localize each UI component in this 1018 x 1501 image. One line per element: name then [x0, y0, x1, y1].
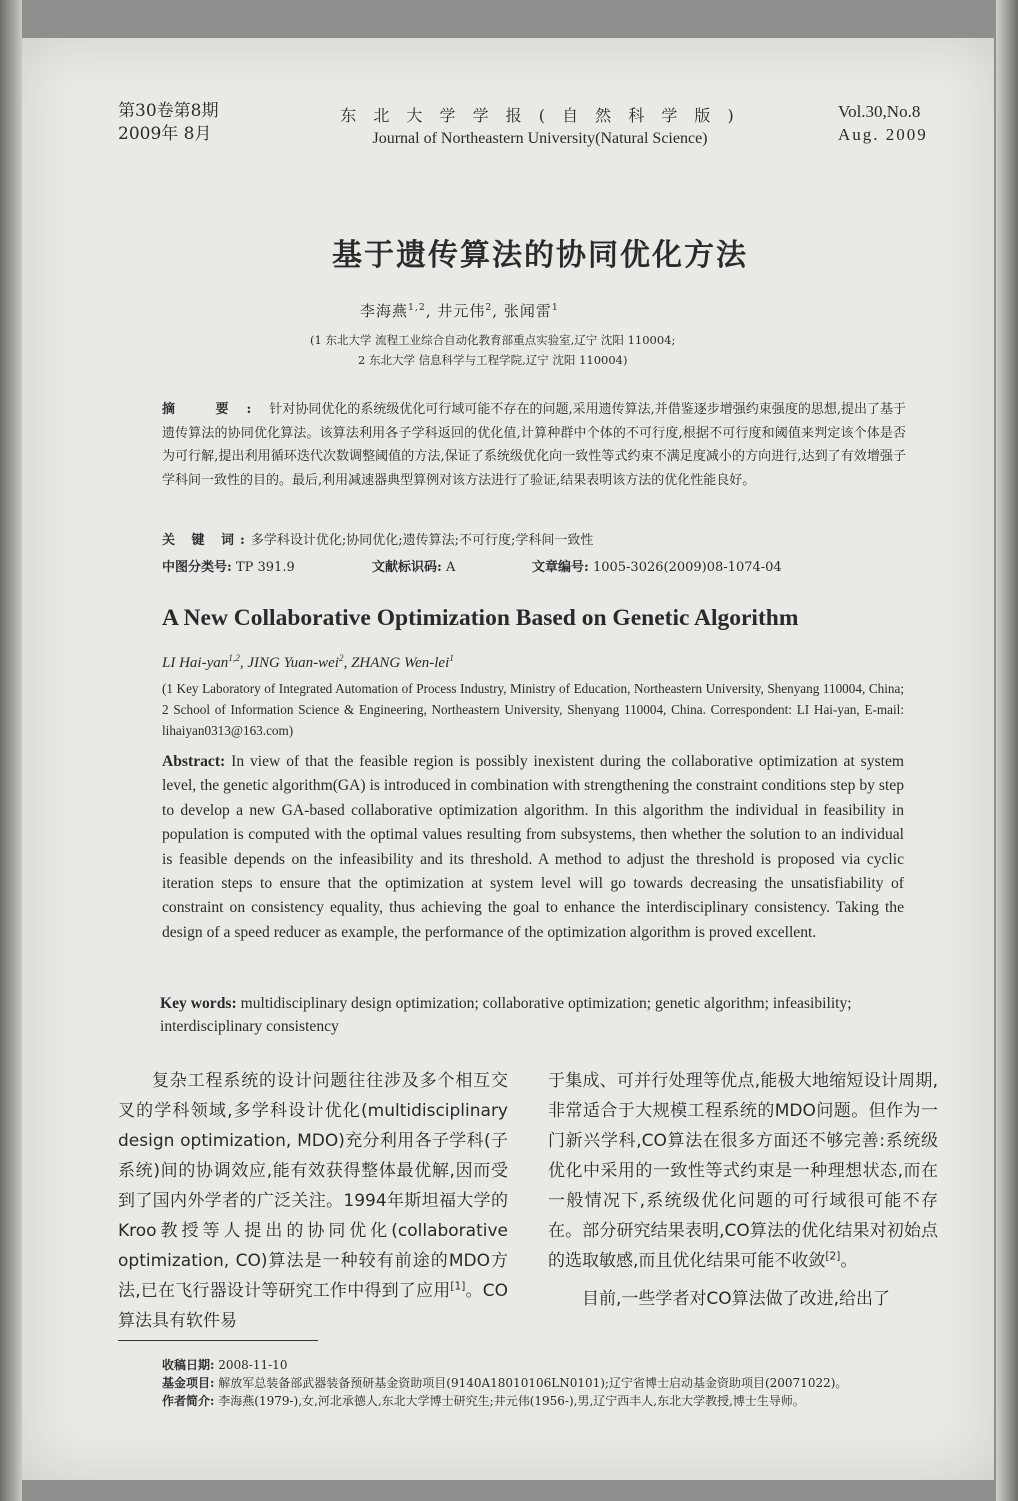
body-col1-text: 复杂工程系统的设计问题往往涉及多个相互交叉的学科领域,多学科设计优化(multidisciplinary design optimization, MDO)充分利用各子学科(子系统)间的协调效应,能有效获得整体最优解,因而受到了国内外学者的广泛关注。1994年斯坦福大学的Kroo教授等人提出的协同优化(collaborative optimization, CO)算法是一种较有前途的MDO方法,已在飞行器设计等研究工作中得到了应用 — [118, 1071, 508, 1301]
body-paragraph-2: 目前,一些学者对CO算法做了改进,给出了 — [582, 1289, 891, 1309]
keywords-en-text: multidisciplinary design optimization; collaborative optimization; genetic algorithm; infeasibility; interdisciplinary consistency — [160, 995, 852, 1035]
body-col2-text: 于集成、可并行处理等优点,能极大地缩短设计周期,非常适合于大规模工程系统的MDO问题。但作为一门新兴学科,CO算法在很多方面还不够完善:系统级优化中采用的一致性等式约束是一种理想状态,而在一般情况下,系统级优化问题的可行域很可能不存在。部分研究结果表明,CO算法的优化结果对初始点的选取敏感,而且优化结果可能不收敛 — [548, 1071, 938, 1271]
footnote-fund — [162, 1374, 952, 1392]
footnote-received — [162, 1356, 952, 1374]
header-volume-cn — [118, 100, 218, 146]
abstract-cn-label: 摘 要: — [162, 402, 270, 417]
article-title-cn: 基于遗传算法的协同优化方法 — [332, 238, 748, 273]
footnote-author — [162, 1392, 952, 1410]
affiliations-en: (1 Key Laboratory of Integrated Automation of Process Industry, Ministry of Education, Northeastern University, Shenyang 110004, China; 2 School of Information Science & Engineering, Northeastern University, Shenyang 110004, China. Correspondent: LI Hai-yan, E-mail: lihaiyan0313@163.com) — [162, 681, 904, 738]
citation-2: [2] — [825, 1250, 841, 1263]
volume-issue-en: Vol.30,No.8 — [838, 102, 921, 121]
article-no-label: 文章编号: — [532, 560, 589, 575]
abstract-en-text: In view of that the feasible region is possibly inexistent during the collaborative optimization at system level, the genetic algorithm(GA) is introduced in combination with strengthening the constraint conditions step by step to develop a new GA-based collaborative optimization algorithm. In this algorithm the individual in feasibility in population is computed with the optimal values resulting from subsystems, then whether the solution to an individual is feasible depends on the infeasibility and its threshold. A method to adjust the threshold is proposed via cyclic iteration steps to ensure that the optimization at system level will go towards decreasing the unsatisfiability of constraint on consistency equality, thus achieving the goal to enhance the interdisciplinary consistency. Taking the design of a speed reducer as example, the performance of the optimization algorithm is proved excellent. — [162, 753, 904, 941]
citation-1: [1] — [450, 1280, 466, 1293]
affiliations-cn — [310, 330, 830, 370]
author-2-en-sup: 2 — [338, 654, 344, 664]
author-1-en-sup: 1,2 — [228, 654, 240, 664]
author-bio-value: 李海燕(1979-),女,河北承德人,东北大学博士研究生;井元伟(1956-),男,辽宁西丰人,东北大学教授,博士生导师。 — [218, 1394, 805, 1408]
author-bio-label: 作者简介: — [162, 1394, 215, 1408]
volume-issue-cn: 第30卷第8期 — [118, 101, 219, 121]
body-col2-end: 。 — [840, 1251, 858, 1271]
author-1-en: LI Hai-yan — [162, 655, 229, 671]
date-cn: 2009年 8月 — [118, 124, 212, 144]
keywords-en-label: Key words: — [160, 995, 237, 1012]
authors-cn: 李海燕$^{1,2}$, 井元伟$^2$, 张闻雷$^1$ — [360, 302, 559, 320]
journal-name-cn: 东 北 大 学 学 报 ( 自 然 科 学 版 ) — [340, 106, 740, 125]
abstract-cn — [162, 398, 906, 492]
clc-label: 中图分类号: — [162, 560, 232, 575]
doc-code-label: 文献标识码: — [372, 560, 442, 575]
page-right-edge — [996, 0, 1018, 1501]
abstract-cn-text: 针对协同优化的系统级优化可行域可能不存在的问题,采用遗传算法,并借鉴逐步增强约束强度的思想,提出了基于遗传算法的协同优化算法。该算法利用各子学科返回的优化值,计算种群中个体的不可行度,根据不可行度和阈值来判定该个体是否为可行解,提出利用循环迭代次数调整阈值的方法,保证了系统级优化向一致性等式约束不满足度减小的方向进行,达到了有效增强子学科间一致性的目的。最后,利用减速器典型算例对该方法进行了验证,结果表明该方法的优化性能良好。 — [162, 402, 906, 488]
page-left-edge — [0, 0, 22, 1501]
abstract-en — [162, 750, 904, 945]
doc-code-value: A — [445, 560, 456, 575]
body-column-right — [548, 1066, 938, 1314]
author-3-cn: 张闻雷 — [503, 302, 552, 320]
affiliation-2-cn: 2 东北大学 信息科学与工程学院,辽宁 沈阳 110004) — [358, 353, 628, 367]
fund-label: 基金项目: — [162, 1376, 215, 1390]
keywords-cn — [162, 529, 593, 548]
body-paragraph-1-cont — [548, 1066, 938, 1276]
keywords-cn-text: 多学科设计优化;协同优化;遗传算法;不可行度;学科间一致性 — [250, 533, 594, 548]
body-col1-tail: 。CO算法具有软件易 — [118, 1281, 508, 1331]
received-value: 2008-11-10 — [218, 1358, 288, 1372]
authors-en: LI Hai-yan$^{1,2}$, JING Yuan-wei$^2$, ZHANG Wen-lei$^1$ — [162, 654, 454, 671]
footnotes — [162, 1356, 952, 1410]
article-no-value: 1005-3026(2009)08-1074-04 — [592, 560, 782, 575]
author-2-en: JING Yuan-wei — [247, 655, 339, 671]
author-1-cn: 李海燕 — [360, 302, 409, 320]
body-column-left — [118, 1066, 508, 1336]
author-1-sup: 1,2 — [408, 302, 426, 313]
author-2-sup: 2 — [485, 302, 493, 313]
affiliation-1-cn: (1 东北大学 流程工业综合自动化教育部重点实验室,辽宁 沈阳 110004; — [310, 333, 676, 347]
author-2-cn: 井元伟 — [437, 302, 486, 320]
clc-value: TP 391.9 — [235, 560, 295, 575]
header-journal — [330, 104, 750, 150]
abstract-en-label: Abstract: — [162, 753, 226, 770]
author-3-sup: 1 — [551, 302, 559, 313]
author-3-en: ZHANG Wen-lei — [351, 655, 450, 671]
journal-name-en: Journal of Northeastern University(Natural Science) — [372, 130, 708, 147]
footnote-rule — [118, 1340, 318, 1341]
header-volume-en — [838, 100, 928, 146]
date-en: Aug. 2009 — [838, 125, 928, 144]
author-3-en-sup: 1 — [449, 654, 454, 664]
received-label: 收稿日期: — [162, 1358, 215, 1372]
fund-value: 解放军总装备部武器装备预研基金资助项目(9140A18010106LN0101);辽宁省博士启动基金资助项目(20071022)。 — [218, 1376, 848, 1390]
classification-line — [162, 556, 782, 575]
article-title-en: A New Collaborative Optimization Based on Genetic Algorithm — [162, 605, 799, 631]
keywords-en — [160, 992, 904, 1038]
keywords-cn-label: 关 键 词: — [162, 533, 251, 548]
body-paragraph-1 — [118, 1066, 508, 1336]
